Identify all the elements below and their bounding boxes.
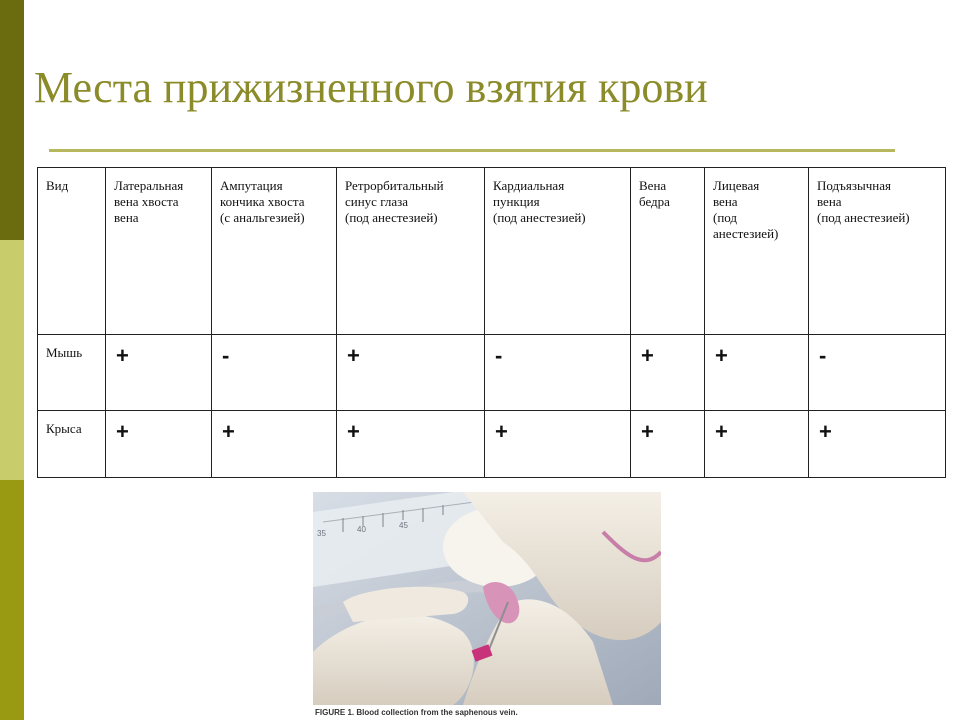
mark-cell [705,335,809,411]
species-cell: Мышь [38,335,106,411]
mark-cell [106,411,212,478]
mark: - [222,343,230,368]
mark-cell [337,335,485,411]
mark-cell [485,411,631,478]
scale-label: 45 [399,521,408,530]
blood-collection-photo [313,492,661,705]
mark: + [715,343,728,368]
scale-label: 35 [317,529,326,538]
header-cell: Лицевая вена (под анестезией) [705,168,809,335]
mark-cell [705,411,809,478]
mark: + [641,419,654,444]
mark-cell [485,335,631,411]
header-cell: Кардиальная пункция (под анестезией) [485,168,631,335]
table-row-rat [38,411,946,478]
photo-illustration [313,492,661,705]
mark: - [495,343,503,368]
mark-cell [631,335,705,411]
mark-cell [809,335,946,411]
header-cell: Подъязычная вена (под анестезией) [809,168,946,335]
mark: + [347,419,360,444]
mark-cell [809,411,946,478]
accent-band-top [0,0,24,240]
header-cell: Вена бедра [631,168,705,335]
table-row-mouse [38,335,946,411]
figure-caption: FIGURE 1. Blood collection from the saphenous vein. [315,708,518,717]
mark: + [495,419,508,444]
slide-title: Места прижизненного взятия крови [34,63,708,112]
mark: + [116,343,129,368]
mark-cell [212,335,337,411]
mark: + [819,419,832,444]
header-cell: Ретрорбитальный синус глаза (под анестезией) [337,168,485,335]
mark: + [641,343,654,368]
mark-cell [106,335,212,411]
mark: + [222,419,235,444]
accent-band-bottom [0,480,24,720]
mark-cell [631,411,705,478]
accent-band-middle [0,240,24,480]
header-cell: Вид [38,168,106,335]
scale-label: 40 [357,525,366,534]
mark-cell [337,411,485,478]
header-cell: Ампутация кончика хвоста (с анальгезией) [212,168,337,335]
mark-cell [212,411,337,478]
mark: + [715,419,728,444]
title-underline [49,149,895,152]
table-header-row [38,168,946,335]
header-cell: Латеральная вена хвоста вена [106,168,212,335]
mark: + [347,343,360,368]
blood-sites-table [37,167,946,478]
mark: - [819,343,827,368]
mark: + [116,419,129,444]
species-cell: Крыса [38,411,106,478]
